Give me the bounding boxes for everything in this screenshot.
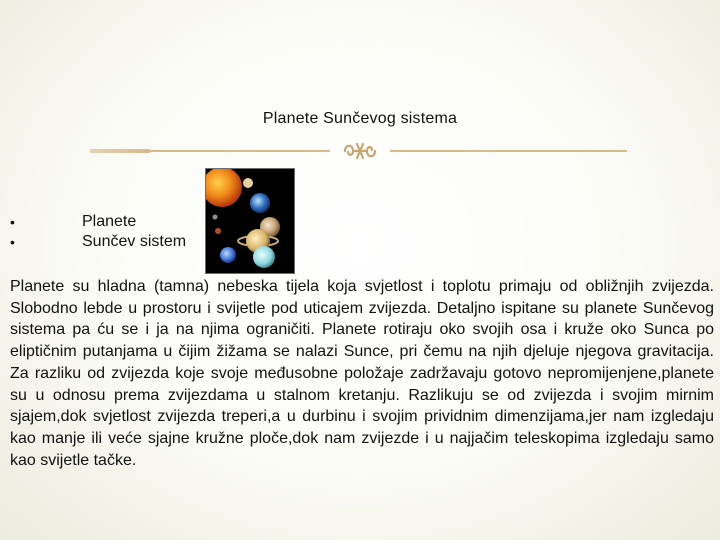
title-divider-left: [90, 150, 330, 152]
body-paragraph: Planete su hladna (tamna) nebeska tijela koja svjetlost i toplotu primaju od obližnjih zvijezda. Slobodno lebde u prostoru i svijetle pod uticajem zvijezda. Detaljno ispitane su planete Sunčevog sistema pa ću se i ja na njima ograničiti. Planete rotiraju oko svojih osa i kruže oko Sunca po eliptičnim putanjama u čijim žižama se nalazi Sunce, pri čemu na njih djeluje njegova gravitacija. Za razliku od zvijezda koje svoje međusobne položaje zadržavaju gotovo nepromijenjene,planete su u odnosu prema zvijezdama u stalnom kretanju. Razlikuju se od zvijezda i svojim mirnim sjajem,dok svjetlost zvijezda treperi,a u durbinu i svojim prividnim dimenzijama,jer nam izgledaju kao manje ili veće sjajne kružne ploče,dok nam zvijezde i u najjačim teleskopima izgledaju samo kao svijetle tačke.: [10, 278, 714, 469]
solar-system-planets-image: [205, 168, 295, 274]
decorative-scroll-icon: [341, 138, 379, 164]
slide-title: Planete Sunčevog sistema: [262, 110, 458, 127]
title-divider-right: [390, 150, 627, 152]
bullet-list: [10, 212, 186, 252]
bullet-item: • Planete: [10, 212, 186, 232]
bullet-item: • Sunčev sistem: [10, 232, 186, 252]
